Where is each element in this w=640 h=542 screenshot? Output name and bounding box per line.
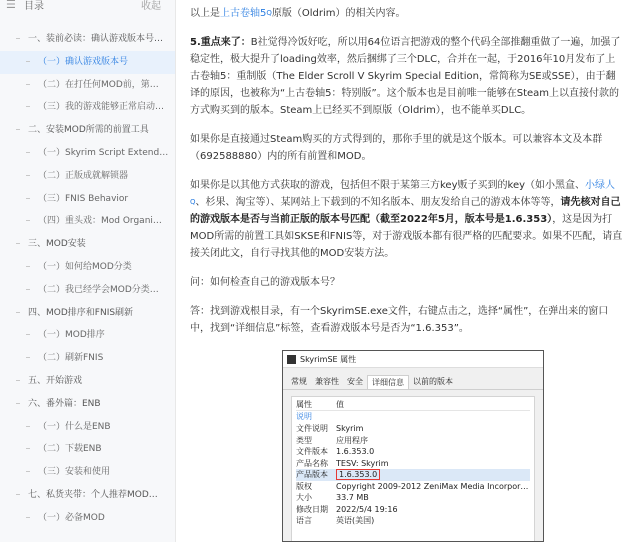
link-xiaolvren[interactable]: 小绿人 xyxy=(585,180,616,191)
toc-item[interactable]: （二）在打任何MOD前，第… xyxy=(0,74,175,97)
toc-item[interactable]: 七、私货夹带：个人推荐MOD… xyxy=(0,484,175,507)
toc-item[interactable]: （二）正版成就解锁器 xyxy=(0,165,175,188)
value-text: Skyrim xyxy=(336,424,364,433)
toc-header xyxy=(0,0,175,16)
property-value xyxy=(336,435,368,447)
toc-item[interactable]: （一）MOD排序 xyxy=(0,324,175,347)
toc-list xyxy=(0,16,175,530)
window-tab[interactable]: 安全 xyxy=(347,377,363,386)
text: 原版（Oldrim）的相关内容。 xyxy=(271,8,406,19)
toc-item[interactable]: 四、MOD排序和FNIS刷新 xyxy=(0,302,175,325)
properties-window-screenshot xyxy=(282,350,544,542)
paragraph-version-check xyxy=(190,177,624,262)
toc-item[interactable]: 三、MOD安装 xyxy=(0,233,175,256)
property-key: 大小 xyxy=(296,493,312,502)
window-tab[interactable]: 常规 xyxy=(291,377,307,386)
property-row[interactable] xyxy=(296,469,530,481)
value-text: 应用程序 xyxy=(336,435,368,445)
property-key: 版权 xyxy=(296,481,312,491)
property-row[interactable] xyxy=(296,492,530,504)
toc-title: 目录 xyxy=(24,1,44,12)
property-value xyxy=(336,469,380,481)
toc-item[interactable]: （一）必备MOD xyxy=(0,507,175,530)
property-key: 文件说明 xyxy=(296,424,328,433)
property-key: 产品版本 xyxy=(296,470,328,479)
property-row[interactable] xyxy=(296,423,530,435)
article-content xyxy=(176,0,640,542)
property-row[interactable] xyxy=(296,435,530,447)
text: B社觉得冷饭好吃，所以用64位语言把游戏的整个代码全部推翻重做了一遍，加强了稳定性，极大提升了loading效率，然后捆绑了三个DLC，合并在一起，于2016年10月发布了上古卷轴5：重制版（The Elder Scroll V Skyrim Special Edition，常简称为SE或SSE），由于翻译的原因，也被称为“上古卷轴5：特别版”。这个版本也是目前唯一能够在Steam上以直接付款的方式购买到的版本。Steam上已经买不到原版（Oldrim），也不能单买DLC。 xyxy=(190,37,621,116)
toc-item[interactable]: （一）确认游戏版本号 xyxy=(0,51,175,74)
window-tab[interactable]: 兼容性 xyxy=(315,377,339,386)
window-title: SkyrimSE 属性 xyxy=(300,354,357,364)
window-titlebar xyxy=(283,351,543,368)
window-tabs xyxy=(283,368,543,390)
property-key: 产品名称 xyxy=(296,458,328,468)
property-row[interactable] xyxy=(296,446,530,458)
toc-item[interactable]: （二）我已经学会MOD分类… xyxy=(0,279,175,302)
window-tab[interactable]: 详细信息 xyxy=(367,375,409,389)
property-key: 类型 xyxy=(296,435,312,445)
property-row[interactable] xyxy=(296,481,530,493)
toc-item[interactable]: （一）如何给MOD分类 xyxy=(0,256,175,279)
header-property: 属性 xyxy=(296,400,312,409)
value-text: TESV: Skyrim xyxy=(336,458,389,468)
toc-item[interactable]: （三）FNIS Behavior xyxy=(0,188,175,211)
property-value xyxy=(336,504,398,516)
property-value xyxy=(336,423,363,435)
text: 以上是 xyxy=(190,8,220,19)
bold-version-note: 请先核对自己的游戏版本是否与当前正版的版本号匹配（截至2022年5月，版本号是1.6.353） xyxy=(190,197,621,225)
property-value xyxy=(336,458,389,470)
property-row[interactable] xyxy=(296,458,530,470)
text: 、杉果、淘宝等）、某网站上下载到的不知名版本、朋友发给自己的游戏本体等等， xyxy=(195,197,561,208)
toc-item[interactable]: （三）我的游戏能够正常启动… xyxy=(0,96,175,119)
text: 如果你是以其他方式获取的游戏，包括但不限于某第三方key贩子买到的key（如小黑盒、 xyxy=(190,180,586,191)
paragraph-steam: 如果你是直接通过Steam购买的方式得到的，那你手里的就是这个版本。可以兼容本文及本群（692588880）内的所有前置和MOD。 xyxy=(190,134,603,162)
toc-item[interactable]: （一）什么是ENB xyxy=(0,416,175,439)
header-value: 值 xyxy=(336,400,344,409)
toc-item[interactable]: （二）刷新FNIS xyxy=(0,347,175,370)
toc-item[interactable]: （二）下载ENB xyxy=(0,438,175,461)
window-tab[interactable]: 以前的版本 xyxy=(413,377,453,386)
property-value xyxy=(336,446,374,458)
property-value xyxy=(336,515,374,527)
details-panel xyxy=(291,396,535,542)
value-text: Copyright 2009-2012 ZeniMax Media Incorpor… xyxy=(336,481,529,491)
app-icon xyxy=(287,355,296,364)
value-text: 2022/5/4 19:16 xyxy=(336,504,398,514)
property-row[interactable] xyxy=(296,515,530,527)
property-key: 语言 xyxy=(296,516,312,525)
section-description: 说明 xyxy=(296,412,312,421)
value-text: 英语(美国) xyxy=(336,516,375,525)
text: ，这是因为打MOD所需的前置工具如SKSE和FNIS等，对于游戏版本都有很严格的匹配要求。如果不匹配，请直接关闭此文，自行寻找其他的MOD安装方法。 xyxy=(190,214,623,259)
property-key: 修改日期 xyxy=(296,504,328,514)
paragraph-answer: 答：找到游戏根目录，有一个SkyrimSE.exe文件，右键点击之，选择“属性”，在弹出来的窗口中，找到“详细信息”标签，查看游戏版本号是否为“1.6.353”。 xyxy=(190,306,609,334)
property-row[interactable] xyxy=(296,504,530,516)
property-value xyxy=(336,492,369,504)
toc-item[interactable]: （一）Skyrim Script Extend… xyxy=(0,142,175,165)
paragraph-special-edition xyxy=(190,34,624,119)
toc-item[interactable]: （三）安装和使用 xyxy=(0,461,175,484)
toc-item[interactable]: 一、装前必读：确认游戏版本号… xyxy=(0,28,175,51)
value-text: 33.7 MB xyxy=(336,493,369,502)
toc-sidebar xyxy=(0,0,176,542)
toc-item[interactable]: 二、安装MOD所需的前置工具 xyxy=(0,119,175,142)
toc-item[interactable]: （四）重头戏：Mod Organi… xyxy=(0,210,175,233)
property-key: 文件版本 xyxy=(296,447,328,456)
link-skyrim5[interactable]: 上古卷轴5 xyxy=(220,8,267,19)
paragraph-question: 问：如何检查自己的游戏版本号？ xyxy=(190,277,340,288)
toc-item[interactable]: 五、开始游戏 xyxy=(0,370,175,393)
value-text: 1.6.353.0 xyxy=(336,447,375,456)
property-value xyxy=(336,481,528,493)
search-icon: Q xyxy=(266,9,272,17)
bold-key-point: 5.重点来了： xyxy=(190,37,251,48)
toc-item[interactable]: 六、番外篇：ENB xyxy=(0,393,175,416)
search-icon: Q xyxy=(190,198,196,206)
collapse-toc-button[interactable]: 收起 xyxy=(141,1,161,12)
details-header xyxy=(296,399,530,411)
list-icon: ☰ xyxy=(6,0,16,11)
details-rows xyxy=(296,423,530,527)
highlighted-version-value: 1.6.353.0 xyxy=(336,469,380,480)
paragraph-intro xyxy=(190,5,624,22)
